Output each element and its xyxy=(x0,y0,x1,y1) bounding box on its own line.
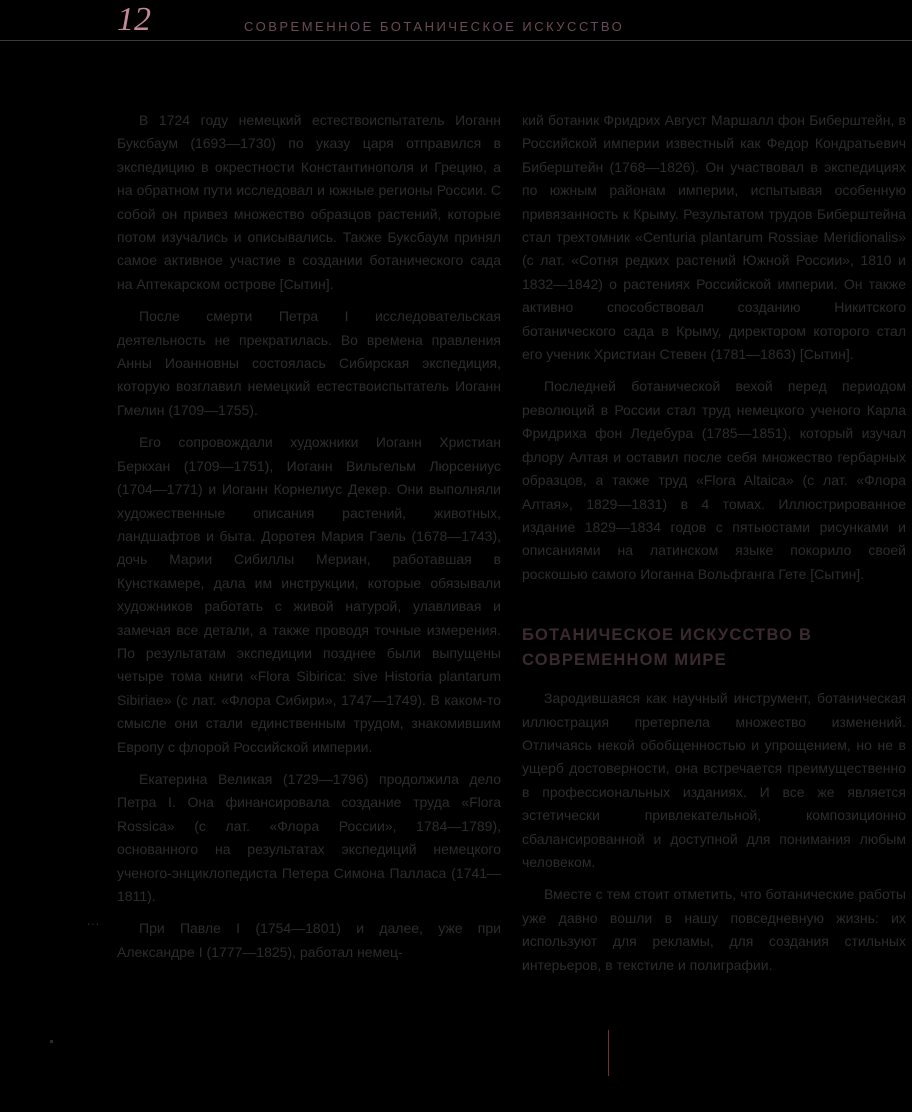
right-column xyxy=(522,109,906,986)
section-heading: БОТАНИЧЕСКОЕ ИСКУССТВО В СОВРЕМЕННОМ МИРЕ xyxy=(522,626,813,670)
running-title: СОВРЕМЕННОЕ БОТАНИЧЕСКОЕ ИСКУССТВО xyxy=(244,19,625,34)
paragraph-artists: Его сопровождали художники Иоганн Христиан Беркхан (1709—1751), Иоганн Вильгельм Люрсениус (1704—1771) и Иоганн Корнелиус Декер. Они выполняли художественные описания растений, животных, ландшафтов и быта. Доротея Мария Гзель (1678—1743), дочь Марии Сибиллы Мериан, работавшая в Кунсткамере, дала им инструкции, которые обязывали художников работать с живой натурой, улавливая и замечая все детали, а также проводя точные измерения. По результатам экспедиции позднее были выпущены четыре тома книги «Flora Sibirica: sive Historia plantarum Sibiriae» (с лат. «Флора Сибири», 1747—1749). В каком-то смысле они стали единственным трудом, знакомившим Европу с флорой Российской империи. xyxy=(117,434,501,755)
paragraph-modern-illustration: Зародившаяся как научный инструмент, ботаническая иллюстрация претерпела множество изменений. Отличаясь некой обобщенностью и упрощением, но не в ущерб достоверности, она встречается преимущественно в профессиональных изданиях. И все же является эстетически привлекательной, композиционно сбалансированной и доступной для понимания любым человеком. xyxy=(522,690,906,870)
margin-ellipsis-mark: … xyxy=(86,912,102,928)
paragraph-paul: При Павле I (1754—1801) и далее, уже при Александре I (1777—1825), работал немец- xyxy=(117,920,501,960)
text-cursor xyxy=(608,1030,609,1076)
paragraph-bieberstein: кий ботаник Фридрих Август Маршалл фон Биберштейн, в Российской империи известный как Федор Кондратьевич Биберштейн (1768—1826). Он участвовал в экспедициях по южным районам империи, испытывая особенную привязанность к Крыму. Результатом трудов Биберштейна стал трехтомник «Centuria plantarum Rossiae Meridionalis» (с лат. «Сотня редких растений Южной России», 1810 и 1832—1842) о растениях Российской империи. Он также активно способствовал созданию Никитского ботанического сада в Крыму, директором которого стал его ученик Христиан Стевен (1781—1863) [Сытин]. xyxy=(522,112,906,363)
paragraph-ledebour: Последней ботанической вехой перед периодом революций в России стал труд немецкого ученого Карла Фридриха фон Ледебура (1785—1851), который изучал флору Алтая и оставил после себя множество гербарных образцов, а также труд «Flora Altaica» (с лат. «Флора Алтая», 1829—1831) в 4 томах. Иллюстрированное издание 1829—1834 годов с пятьюстами рисунками и описаниями на латинском языке покорило своей роскошью самого Иоганна Вольфганга Гете [Сытин]. xyxy=(522,378,906,582)
paragraph-catherine: Екатерина Великая (1729—1796) продолжила дело Петра I. Она финансировала создание труда «Flora Rossica» (с лат. «Флора России», 1784—1789), основанного на результатах экспедиций немецкого ученого-энциклопедиста Петера Симона Палласа (1741—1811). xyxy=(117,770,501,904)
page-header xyxy=(0,0,912,41)
margin-dot xyxy=(50,1040,53,1043)
left-column xyxy=(117,109,501,973)
page-number: 12 xyxy=(117,1,151,38)
paragraph-buxbaum: В 1724 году немецкий естествоиспытатель Иоганн Буксбаум (1693—1730) по указу царя отправился в экспедицию в окрестности Константинополя и Грецию, а на обратном пути исследовал и южные регионы России. С собой он привез множество образцов растений, которые потом изучались и описывались. Также Буксбаум принял самое активное участие в создании ботанического сада на Аптекарском острове [Сытин]. xyxy=(117,112,501,292)
paragraph-anna-ioannovna: После смерти Петра I исследовательская деятельность не прекратилась. Во времена правления Анны Иоанновны состоялась Сибирская экспедиция, которую возглавил немецкий естествоиспытатель Иоганн Гмелин (1709—1755). xyxy=(117,308,501,418)
paragraph-everyday-use: Вместе с тем стоит отметить, что ботанические работы уже давно вошли в нашу повседневную жизнь: их используют для рекламы, для создания стильных интерьеров, в текстиле и полиграфии. xyxy=(522,886,906,973)
